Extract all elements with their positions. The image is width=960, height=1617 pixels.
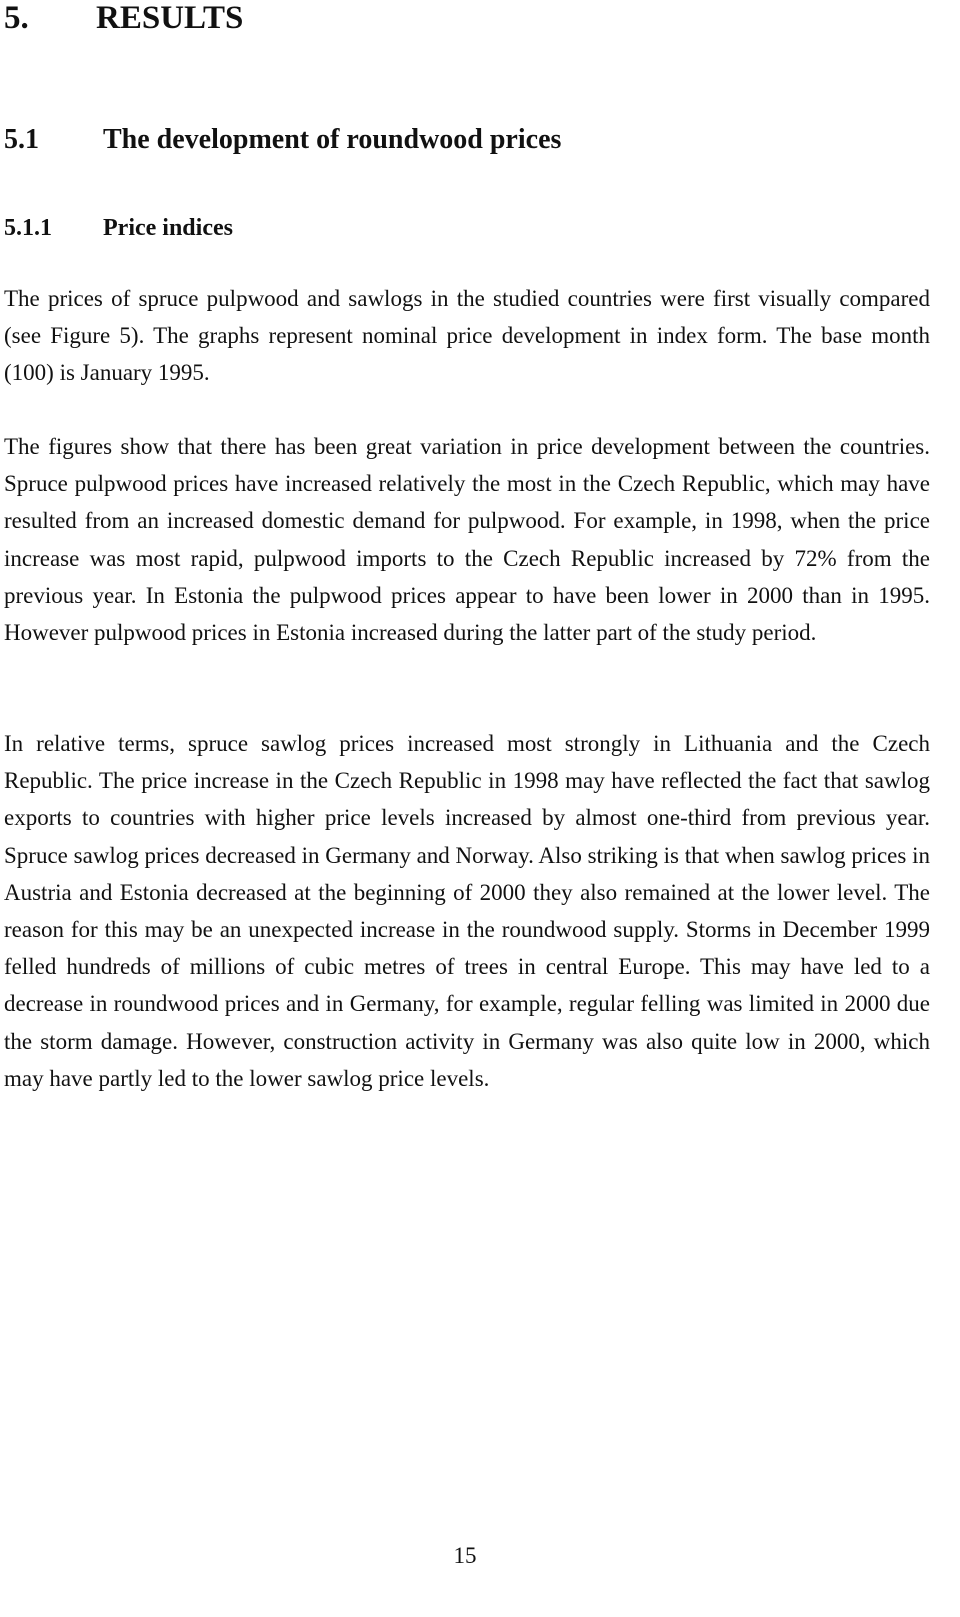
chapter-title: RESULTS <box>96 0 244 36</box>
body-paragraph: The prices of spruce pulpwood and sawlogs in the studied countries were first visually compared (see Figure 5). The graphs represent nominal price development in index form. The base month (100) is January 1995. <box>4 286 930 386</box>
body-paragraph: The figures show that there has been great variation in price development between the countries. Spruce pulpwood prices have increased relatively the most in the Czech Republic, which may have resulted from an increased domestic demand for pulpwood. For example, in 1998, when the price increase was most rapid, pulpwood imports to the Czech Republic increased by 72% from the previous year. In Estonia the pulpwood prices appear to have been lower in 2000 than in 1995. However pulpwood prices in Estonia increased during the latter part of the study period. <box>4 434 930 646</box>
chapter-number: 5. <box>4 0 29 36</box>
subsection-heading <box>4 213 233 243</box>
subsection-number: 5.1.1 <box>4 215 52 241</box>
section-number: 5.1 <box>4 124 39 155</box>
page-number: 15 <box>453 1543 477 1568</box>
chapter-heading <box>4 0 243 38</box>
section-title: The development of roundwood prices <box>103 124 562 155</box>
section-heading <box>4 122 561 158</box>
body-paragraph: In relative terms, spruce sawlog prices increased most strongly in Lithuania and the Czech Republic. The price increase in the Czech Republic in 1998 may have reflected the fact that sawlog exports to countries with higher price levels increased by almost one-third from previous year. Spruce sawlog prices decreased in Germany and Norway. Also striking is that when sawlog prices in Austria and Estonia decreased at the beginning of 2000 they also remained at the lower level. The reason for this may be an unexpected increase in the roundwood supply. Storms in December 1999 felled hundreds of millions of cubic metres of trees in central Europe. This may have led to a decrease in roundwood prices and in Germany, for example, regular felling was limited in 2000 due the storm damage. However, construction activity in Germany was also quite low in 2000, which may have partly led to the lower sawlog price levels. <box>4 731 930 1091</box>
subsection-title: Price indices <box>103 215 233 241</box>
